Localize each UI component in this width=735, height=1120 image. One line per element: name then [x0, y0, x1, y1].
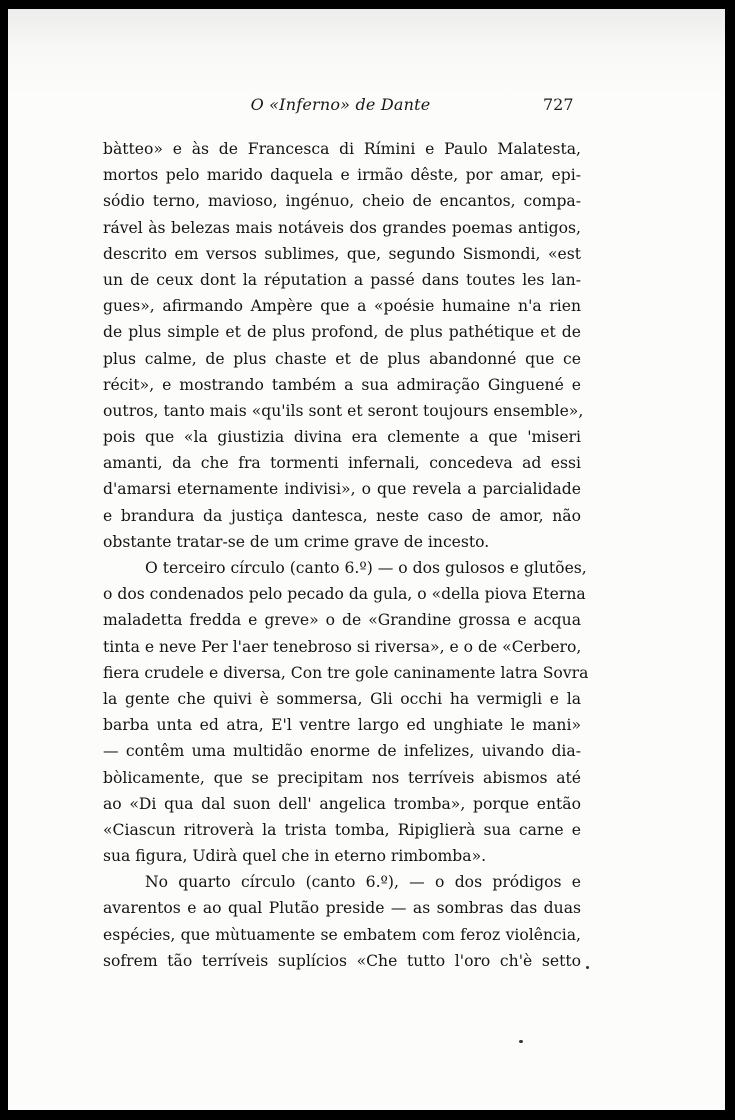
paragraph-first-line: No quarto círculo (canto 6.º), — o dos pródigos e: [145, 873, 581, 892]
text-line: un de ceux dont la réputation a passé dans toutes les lan-: [103, 270, 581, 289]
text-line: la gente che quivi è sommersa, Gli occhi ha vermigli e la: [103, 689, 581, 708]
text-line: d'amarsi eternamente indivisi», o que revela a parcialidade: [103, 480, 581, 499]
text-line: maladetta fredda e greve» o de «Grandine grossa e acqua: [103, 611, 581, 630]
text-line: gues», afirmando Ampère que a «poésie humaine n'a rien: [103, 297, 581, 316]
text-line: espécies, que mùtuamente se embatem com feroz violência,: [103, 925, 581, 944]
text-line: barba unta ed atra, E'l ventre largo ed unghiate le mani»: [103, 716, 581, 735]
text-line: sofrem tão terríveis suplícios «Che tutto l'oro ch'è setto: [103, 951, 581, 970]
text-line: de plus simple et de plus profond, de plus pathétique et de: [103, 323, 581, 342]
text-line: outros, tanto mais «qu'ils sont et seront toujours ensemble»,: [103, 401, 584, 420]
text-line: descrito em versos sublimes, que, segundo Sismondi, «est: [103, 244, 581, 263]
text-line: récit», e mostrando também a sua admiração Ginguené e: [103, 375, 581, 394]
text-line: bàtteo» e às de Francesca di Rímini e Paulo Malatesta,: [103, 140, 581, 158]
text-line: tinta e neve Per l'aer tenebroso si riversa», e o de «Cerbero,: [103, 637, 582, 656]
text-line: obstante tratar-se de um crime grave de incesto.: [103, 532, 490, 551]
text-line: pois que «la giustizia divina era clemente a que 'miseri: [103, 428, 581, 447]
text-line: plus calme, de plus chaste et de plus abandonné que ce: [103, 349, 581, 368]
text-line: e brandura da justiça dantesca, neste caso de amor, não: [103, 506, 581, 525]
page-header: [8, 95, 725, 121]
text-line: sua figura, Udirà quel che in eterno rimbomba».: [103, 847, 487, 866]
paper-speck: [519, 1040, 523, 1043]
text-line: o dos condenados pelo pecado da gula, o «della piova Eterna: [103, 585, 586, 604]
text-line: avarentos e ao qual Plutão preside — as sombras das duas: [103, 899, 581, 918]
text-line: sódio terno, mavioso, ingénuo, cheio de encantos, compa-: [103, 192, 581, 211]
text-line: «Ciascun ritroverà la trista tomba, Ripiglierà sua carne e: [103, 820, 581, 839]
text-line: bòlicamente, que se precipitam nos terríveis abismos até: [103, 768, 581, 787]
text-line: — contêm uma multidão enorme de infelizes, uivando dia-: [103, 742, 581, 761]
paper-speck: [586, 966, 589, 969]
running-title: O «Inferno» de Dante: [250, 95, 431, 114]
body-text: [103, 136, 589, 974]
paragraph-first-line: O terceiro círculo (canto 6.º) — o dos gulosos e glutões,: [145, 559, 587, 577]
book-page: [8, 9, 725, 1110]
text-line: fiera crudele e diversa, Con tre gole caninamente latra Sovra: [103, 663, 589, 682]
page-number: 727: [543, 95, 574, 114]
text-line: mortos pelo marido daquela e irmão dêste, por amar, epi-: [103, 166, 581, 185]
text-line: amanti, da che fra tormenti infernali, concedeva ad essi: [103, 454, 581, 473]
text-line: rável às belezas mais notáveis dos grandes poemas antigos,: [103, 218, 581, 237]
text-line: ao «Di qua dal suon dell' angelica tromba», porque então: [103, 794, 581, 813]
